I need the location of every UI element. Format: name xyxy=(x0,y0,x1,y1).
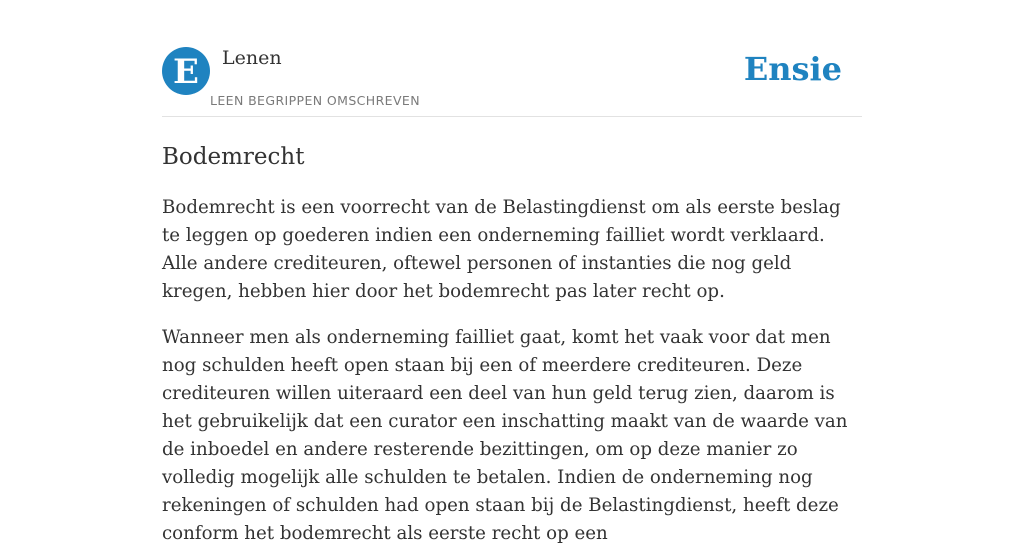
page-title: Bodemrecht xyxy=(162,144,305,170)
logo-letter: E xyxy=(173,52,199,92)
article-paragraph: Wanneer men als onderneming failliet gaat, komt het vaak voor dat men nog schulden heeft open staan bij een of meerdere crediteuren. Deze crediteuren willen uiteraard een deel van hun geld terug zien, daarom is het gebruikelijk dat een curator een inschatting maakt van de waarde van de inboedel en andere resterende bezittingen, om op deze manier zo volledig mogelijk alle schulden te betalen. Indien de onderneming nog rekeningen of schulden had open staan bij de Belastingdienst, heeft deze conform het bodemrecht als eerste recht op een xyxy=(162,327,848,544)
article-paragraph: Bodemrecht is een voorrecht van de Belastingdienst om als eerste beslag te leggen op goederen indien een onderneming failliet wordt verklaard. Alle andere crediteuren, oftewel personen of instanties die nog geld kregen, hebben hier door het bodemrecht pas later recht op. xyxy=(162,197,841,302)
site-header xyxy=(162,0,862,117)
page-container xyxy=(162,0,862,548)
logo-icon[interactable] xyxy=(162,47,210,95)
category-subtitle: LEEN BEGRIPPEN OMSCHREVEN xyxy=(210,93,420,108)
category-link[interactable]: Lenen xyxy=(222,47,282,69)
brand-logo[interactable]: Ensie xyxy=(743,50,842,88)
